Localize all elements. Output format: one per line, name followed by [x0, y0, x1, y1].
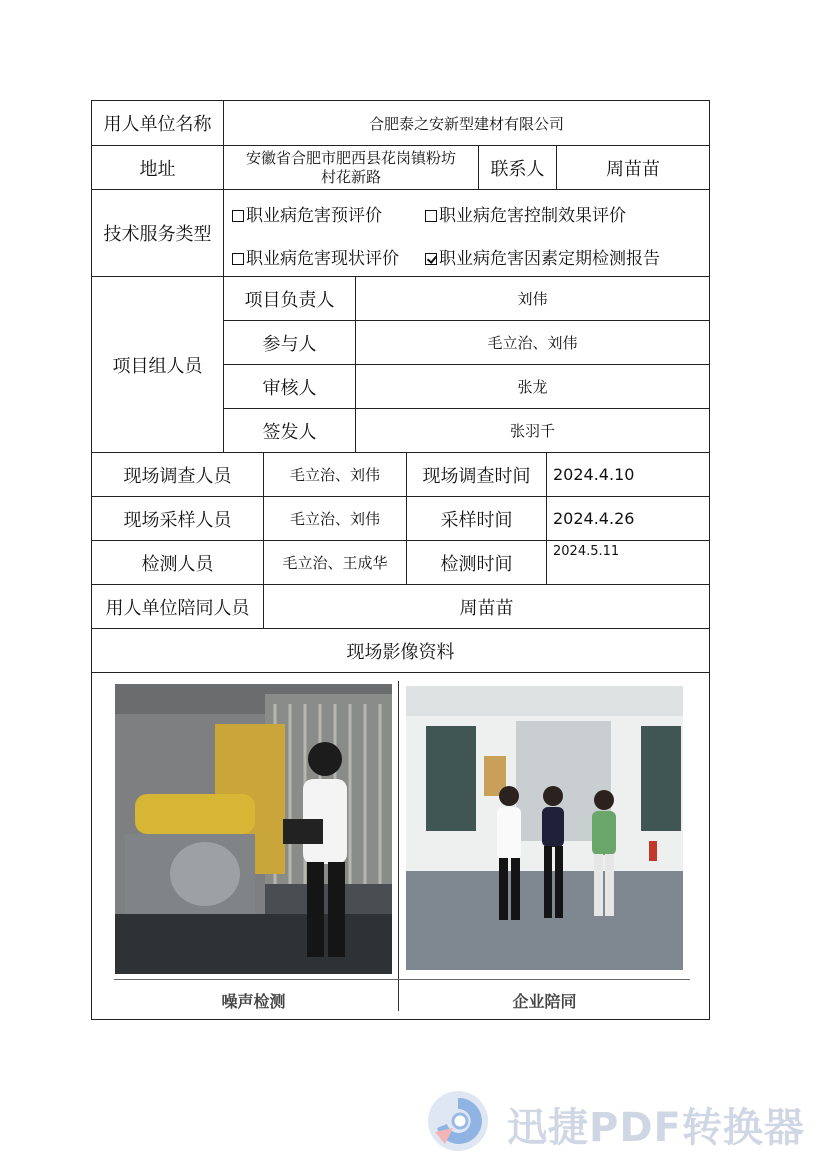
sampling-staff-value: 毛立治、刘伟: [289, 510, 380, 528]
testing-staff-label: 检测人员: [141, 553, 214, 575]
service-option-pre-evaluation[interactable]: 职业病危害预评价: [232, 201, 382, 226]
accompany-value: 周苗苗: [459, 597, 514, 619]
checkbox-icon[interactable]: [232, 210, 244, 222]
address-value: [224, 146, 478, 189]
survey-staff-value: 毛立治、刘伟: [289, 466, 380, 484]
team-name-reviewer: 张龙: [517, 378, 548, 396]
survey-staff-label: 现场调查人员: [123, 465, 232, 487]
team-role-participant: 参与人: [262, 333, 317, 355]
contact-label: 联系人: [490, 158, 545, 180]
watermark: [425, 1088, 815, 1158]
left-photo-caption: 噪声检测: [221, 992, 286, 1011]
accompany-label: 用人单位陪同人员: [105, 597, 250, 619]
service-option-status-evaluation[interactable]: 职业病危害现状评价: [232, 244, 399, 269]
team-name-issuer: 张羽千: [509, 422, 555, 440]
testing-time-value: 2024.5.11: [553, 544, 620, 559]
address-line-2: 村花新路: [320, 167, 381, 186]
images-section-title: 现场影像资料: [346, 641, 455, 663]
team-role-reviewer: 审核人: [262, 377, 317, 399]
noise-testing-photo: [115, 684, 392, 974]
employer-value: 合肥泰之安新型建材有限公司: [368, 114, 564, 133]
team-label: 项目组人员: [112, 355, 203, 377]
team-role-issuer: 签发人: [262, 421, 317, 443]
team-name-leader: 刘伟: [517, 290, 548, 308]
company-accompany-photo: [406, 686, 683, 970]
sampling-time-label: 采样时间: [440, 509, 513, 531]
watermark-text: 迅捷PDF转换器: [507, 1105, 805, 1151]
sampling-staff-label: 现场采样人员: [123, 509, 232, 531]
address-label: 地址: [139, 158, 176, 180]
checkbox-icon[interactable]: [232, 253, 244, 265]
checkbox-checked-icon[interactable]: [425, 253, 437, 265]
survey-time-label: 现场调查时间: [422, 465, 531, 487]
service-option-control-effect[interactable]: 职业病危害控制效果评价: [425, 201, 626, 226]
converter-logo-icon: [425, 1088, 495, 1158]
employer-label: 用人单位名称: [103, 114, 212, 135]
sampling-time-value: 2024.4.26: [553, 509, 635, 528]
address-line-1: 安徽省合肥市肥西县花岗镇粉坊: [245, 148, 456, 167]
info-table: [91, 100, 710, 1020]
team-name-participant: 毛立治、刘伟: [487, 334, 578, 352]
team-role-leader: 项目负责人: [244, 289, 335, 311]
testing-time-label: 检测时间: [440, 553, 513, 575]
right-photo-caption: 企业陪同: [512, 992, 577, 1011]
contact-value: 周苗苗: [606, 158, 660, 180]
survey-time-value: 2024.4.10: [553, 465, 635, 484]
service-type-label: 技术服务类型: [103, 224, 212, 245]
service-option-periodic-testing[interactable]: 职业病危害因素定期检测报告: [425, 244, 660, 269]
checkbox-icon[interactable]: [425, 210, 437, 222]
testing-staff-value: 毛立治、王成华: [282, 554, 388, 572]
